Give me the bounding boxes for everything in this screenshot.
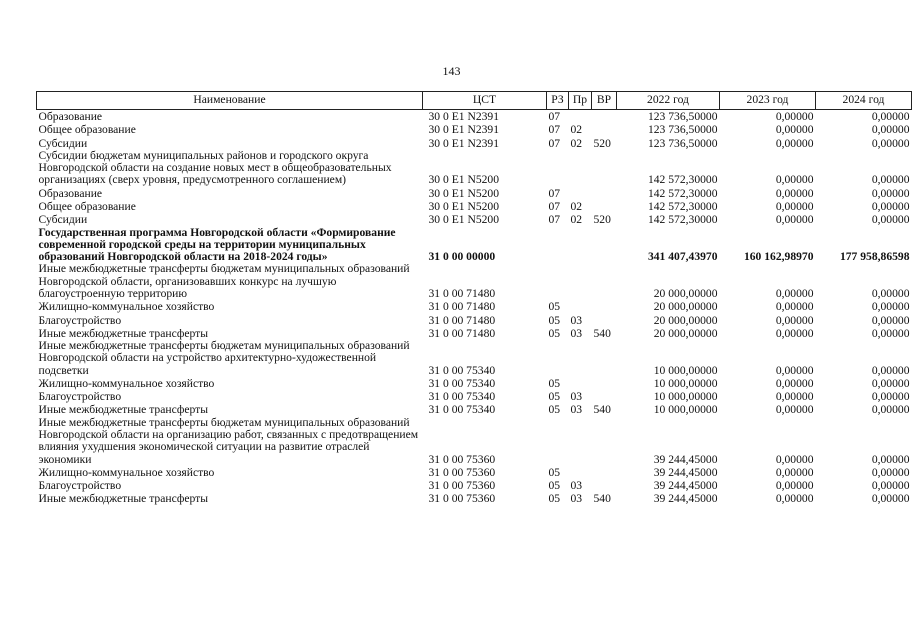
table-row <box>37 417 912 466</box>
cell-2023: 0,00000 <box>775 173 814 187</box>
cell-2024: 0,00000 <box>871 363 910 377</box>
cell-rz: 05 <box>548 492 561 506</box>
cell-pr <box>569 227 592 264</box>
cell-2023: 0,00000 <box>775 313 814 327</box>
cell-2024: 0,00000 <box>871 173 910 187</box>
name: Субсидии <box>38 213 88 227</box>
table-row <box>37 213 912 226</box>
page-number: 143 <box>442 64 461 78</box>
table-row <box>37 479 912 492</box>
cell-2023: 0,00000 <box>775 110 814 123</box>
cell-csr: 31 0 00 75340 <box>428 403 496 417</box>
cell-rz <box>547 340 569 377</box>
table-row <box>37 327 912 340</box>
table-row <box>37 466 912 479</box>
cell-pr <box>569 417 592 466</box>
table-row <box>37 137 912 150</box>
name: Образование <box>38 186 103 200</box>
cell-2024: 0,00000 <box>871 403 910 417</box>
cell-2022: 20 000,00000 <box>653 300 718 314</box>
table-row <box>37 403 912 416</box>
cell-vr <box>592 263 617 300</box>
header-csr: ЦСТ <box>423 92 547 110</box>
table-row <box>37 187 912 200</box>
cell-pr: 03 <box>570 313 583 327</box>
table-row <box>37 150 912 187</box>
cell-2023: 0,00000 <box>775 300 814 314</box>
cell-2023: 0,00000 <box>775 123 814 137</box>
cell-vr <box>592 200 617 213</box>
cell-2022: 39 244,45000 <box>653 465 718 479</box>
cell-2023: 0,00000 <box>775 286 814 300</box>
table-row <box>37 340 912 377</box>
cell-2024: 177 958,86598 <box>839 250 910 264</box>
cell-csr: 31 0 00 71480 <box>428 313 496 327</box>
name: Субсидии бюджетам муниципальных районов и городского округа Новгородской области на создание новых мест в общеобразовательных организациях (сверх уровня, предусмотренного соглашением) <box>38 148 392 187</box>
cell-2023: 160 162,98970 <box>743 250 814 264</box>
table-row <box>37 314 912 327</box>
cell-vr <box>592 300 617 313</box>
cell-2022: 39 244,45000 <box>653 492 718 506</box>
cell-vr <box>592 123 617 136</box>
cell-2022: 142 572,30000 <box>647 173 718 187</box>
cell-2024: 0,00000 <box>871 465 910 479</box>
cell-pr: 03 <box>570 479 583 493</box>
cell-2023: 0,00000 <box>775 186 814 200</box>
header-2022: 2022 год <box>617 92 720 110</box>
cell-rz <box>547 417 569 466</box>
cell-2022: 20 000,00000 <box>653 313 718 327</box>
cell-2022: 20 000,00000 <box>653 326 718 340</box>
table-row <box>37 200 912 213</box>
cell-2022: 10 000,00000 <box>653 403 718 417</box>
cell-2022: 142 572,30000 <box>647 186 718 200</box>
cell-2023: 0,00000 <box>775 376 814 390</box>
header-name: Наименование <box>37 92 423 110</box>
cell-rz: 05 <box>548 465 561 479</box>
cell-2024: 0,00000 <box>871 376 910 390</box>
cell-vr <box>592 377 617 390</box>
cell-2023: 0,00000 <box>775 452 814 466</box>
cell-pr: 03 <box>570 492 583 506</box>
cell-pr: 02 <box>570 136 583 150</box>
name: Жилищно-коммунальное хозяйство <box>38 465 215 479</box>
table-row <box>37 263 912 300</box>
cell-vr <box>592 227 617 264</box>
cell-csr: 31 0 00 75340 <box>428 363 496 377</box>
name: Иные межбюджетные трансферты бюджетам муниципальных образований Новгородской области на организацию работ, связанных с предотвращением влияния ухудшения экономической ситуации на развитие отраслей экономики <box>38 415 419 466</box>
name: Жилищно-коммунальное хозяйство <box>38 376 215 390</box>
cell-2023: 0,00000 <box>775 363 814 377</box>
cell-csr: 31 0 00 75360 <box>428 492 496 506</box>
cell-pr: 03 <box>570 403 583 417</box>
cell-vr <box>592 340 617 377</box>
cell-csr: 31 0 00 00000 <box>428 250 496 264</box>
cell-pr <box>569 150 592 187</box>
cell-csr: 30 0 E1 N5200 <box>428 199 500 213</box>
cell-2024: 0,00000 <box>871 286 910 300</box>
cell-2022: 123 736,50000 <box>647 123 718 137</box>
name: Иные межбюджетные трансферты бюджетам муниципальных образований Новгородской области на устройство архитектурно-художественной подсветки <box>38 339 410 377</box>
table-row <box>37 123 912 136</box>
cell-2024: 0,00000 <box>871 199 910 213</box>
cell-rz: 05 <box>548 300 561 314</box>
cell-2022: 142 572,30000 <box>647 213 718 227</box>
cell-pr: 02 <box>570 123 583 137</box>
cell-rz: 07 <box>548 136 561 150</box>
cell-rz: 07 <box>548 199 561 213</box>
cell-rz: 07 <box>548 213 561 227</box>
cell-rz: 05 <box>548 479 561 493</box>
name: Иные межбюджетные трансферты бюджетам муниципальных образований Новгородской области, организовавших конкурс на лучшую благоустроенную территорию <box>38 262 410 300</box>
cell-vr <box>592 110 617 124</box>
cell-2023: 0,00000 <box>775 492 814 506</box>
table-row <box>37 300 912 313</box>
name: Субсидии <box>38 136 88 150</box>
name: Общее образование <box>38 199 136 213</box>
cell-rz: 05 <box>548 376 561 390</box>
cell-csr: 31 0 00 71480 <box>428 300 496 314</box>
cell-pr <box>569 187 592 200</box>
cell-2023: 0,00000 <box>775 465 814 479</box>
cell-vr: 540 <box>593 403 611 417</box>
budget-table <box>36 91 912 506</box>
table-body <box>37 110 912 506</box>
cell-csr: 31 0 00 75360 <box>428 479 496 493</box>
cell-vr <box>592 417 617 466</box>
table-row <box>37 110 912 124</box>
cell-pr: 03 <box>570 390 583 404</box>
cell-2022: 39 244,45000 <box>653 479 718 493</box>
header-2024: 2024 год <box>816 92 912 110</box>
cell-2024: 0,00000 <box>871 186 910 200</box>
cell-rz <box>547 150 569 187</box>
name: Иные межбюджетные трансферты <box>38 403 209 417</box>
cell-2022: 39 244,45000 <box>653 452 718 466</box>
cell-2024: 0,00000 <box>871 452 910 466</box>
cell-vr <box>592 466 617 479</box>
name: Образование <box>38 110 103 123</box>
cell-csr: 31 0 00 75360 <box>428 465 496 479</box>
name: Благоустройство <box>38 313 122 327</box>
cell-2024: 0,00000 <box>871 123 910 137</box>
cell-rz: 05 <box>548 403 561 417</box>
name: Благоустройство <box>38 479 122 493</box>
cell-pr <box>569 110 592 124</box>
name: Благоустройство <box>38 390 122 404</box>
cell-csr: 30 0 E1 N2391 <box>428 123 500 137</box>
cell-2024: 0,00000 <box>871 390 910 404</box>
header-pr: Пр <box>569 92 592 110</box>
cell-csr: 30 0 E1 N5200 <box>428 186 500 200</box>
cell-pr <box>569 263 592 300</box>
cell-rz: 05 <box>548 390 561 404</box>
cell-pr <box>569 300 592 313</box>
cell-rz: 07 <box>548 123 561 137</box>
cell-csr: 30 0 E1 N2391 <box>428 136 500 150</box>
cell-2024: 0,00000 <box>871 492 910 506</box>
cell-2022: 341 407,43970 <box>647 250 718 264</box>
cell-2024: 0,00000 <box>871 326 910 340</box>
cell-vr <box>592 479 617 492</box>
table-row <box>37 227 912 264</box>
cell-vr: 540 <box>593 492 611 506</box>
cell-rz <box>547 227 569 264</box>
cell-2023: 0,00000 <box>775 479 814 493</box>
cell-csr: 31 0 00 75340 <box>428 376 496 390</box>
cell-csr: 31 0 00 71480 <box>428 286 496 300</box>
cell-2023: 0,00000 <box>775 213 814 227</box>
header-vr: ВР <box>592 92 617 110</box>
cell-2023: 0,00000 <box>775 199 814 213</box>
name: Государственная программа Новгородской области «Формирование современной городской среды на территории муниципальных образований Новгородской области на 2018-2024 годы» <box>38 225 396 264</box>
cell-rz: 07 <box>548 110 561 123</box>
cell-2024: 0,00000 <box>871 300 910 314</box>
cell-csr: 31 0 00 75360 <box>428 452 496 466</box>
cell-rz: 05 <box>548 326 561 340</box>
cell-pr <box>569 466 592 479</box>
cell-2024: 0,00000 <box>871 479 910 493</box>
cell-2024: 0,00000 <box>871 213 910 227</box>
table-row <box>37 492 912 505</box>
cell-2022: 123 736,50000 <box>647 110 718 123</box>
name: Иные межбюджетные трансферты <box>38 492 209 506</box>
cell-rz: 05 <box>548 313 561 327</box>
cell-vr: 520 <box>593 136 611 150</box>
cell-vr <box>592 150 617 187</box>
header-2023: 2023 год <box>720 92 816 110</box>
cell-csr: 30 0 E1 N5200 <box>428 173 500 187</box>
cell-2023: 0,00000 <box>775 403 814 417</box>
cell-2022: 10 000,00000 <box>653 363 718 377</box>
cell-csr: 31 0 00 71480 <box>428 326 496 340</box>
cell-pr <box>569 377 592 390</box>
table-header-row <box>37 92 912 110</box>
cell-2023: 0,00000 <box>775 326 814 340</box>
cell-csr: 30 0 E1 N5200 <box>428 213 500 227</box>
cell-2024: 0,00000 <box>871 136 910 150</box>
cell-vr <box>592 390 617 403</box>
cell-vr: 540 <box>593 326 611 340</box>
table-row <box>37 390 912 403</box>
cell-vr <box>592 187 617 200</box>
cell-rz <box>547 263 569 300</box>
cell-2022: 10 000,00000 <box>653 390 718 404</box>
cell-pr: 02 <box>570 199 583 213</box>
cell-pr <box>569 340 592 377</box>
name: Общее образование <box>38 123 136 137</box>
header-rz: РЗ <box>547 92 569 110</box>
cell-2022: 123 736,50000 <box>647 136 718 150</box>
cell-vr <box>592 314 617 327</box>
cell-2022: 10 000,00000 <box>653 376 718 390</box>
cell-pr: 03 <box>570 326 583 340</box>
cell-pr: 02 <box>570 213 583 227</box>
cell-2023: 0,00000 <box>775 390 814 404</box>
name: Жилищно-коммунальное хозяйство <box>38 300 215 314</box>
cell-rz: 07 <box>548 186 561 200</box>
table-row <box>37 377 912 390</box>
cell-csr: 30 0 E1 N2391 <box>428 110 500 123</box>
cell-vr: 520 <box>593 213 611 227</box>
cell-csr: 31 0 00 75340 <box>428 390 496 404</box>
name: Иные межбюджетные трансферты <box>38 326 209 340</box>
cell-2022: 142 572,30000 <box>647 199 718 213</box>
cell-2023: 0,00000 <box>775 136 814 150</box>
cell-2022: 20 000,00000 <box>653 286 718 300</box>
cell-2024: 0,00000 <box>871 110 910 123</box>
cell-2024: 0,00000 <box>871 313 910 327</box>
